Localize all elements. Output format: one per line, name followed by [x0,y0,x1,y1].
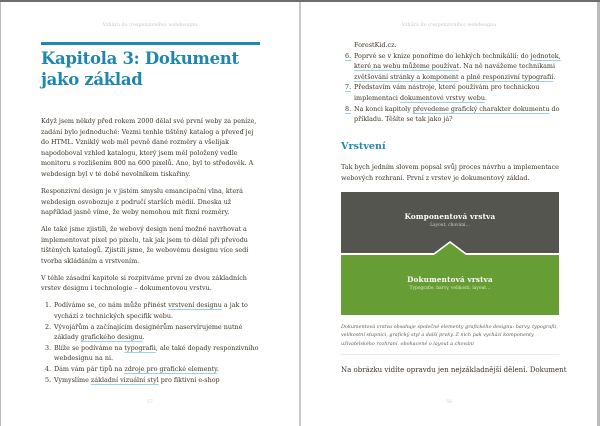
list-text: Blíže se podíváme na [54,343,125,352]
list-text: Na konci kapitoly [354,104,413,113]
list-number: 8. [345,104,352,113]
list-item [341,82,567,103]
cross-reference-link[interactable]: jednotek, které na webu můžeme používat [354,51,561,71]
list-text: , ale také dopady responzivního webdesignu na ni. [54,343,259,363]
list-number: 6. [345,51,352,60]
list-item [341,51,567,83]
list-number: 7. [345,83,352,92]
cross-reference-link[interactable]: základní vizuální styl [90,375,159,384]
section-heading: Vrstvení [341,141,386,152]
list-text: Vymyslíme [54,375,91,384]
list-text: . [142,333,145,342]
left-page [0,2,299,426]
caption-divider [341,354,559,355]
list-number: 4. [45,365,52,374]
cross-reference-link[interactable]: vrstvení designu [168,301,222,310]
list-item [41,375,259,386]
layers-diagram [341,192,559,315]
running-header: Vzhůru do (responzivního) webdesignu [401,23,497,28]
page-number: 57 [147,400,153,405]
list-text: . [484,93,488,102]
list-text: a [458,72,467,81]
list-number: 5. [45,375,52,384]
list-continuation: ForestKid.cz. [354,41,397,49]
list-text: Dám vám pár tipů na [54,365,125,374]
list-item [41,364,259,375]
right-body [341,40,567,125]
paragraph: Když jsem někdy před rokem 2000 dělal své první weby za peníze, zadání bylo jednoduché: Vezmi tenhle tištěný katalog a převeď jej do HTML. Vzniklý web měl pevně dané rozměry a všelijak napodoboval vzhled katalogu, který jsem měl položený vedle monitoru s rozlišením 800 na 600 pixelů. Ano, byl to středověk. A webdesign byl v té době nevolníkem tiskařiny. [41,117,257,178]
list-item [41,300,259,321]
list-text: do příkladu. Těšíte se tak jako já? [354,104,560,124]
document-layer-subtitle: Typografie, barvy, velikosti, layout… [409,286,491,291]
list-item [41,343,259,364]
list-number: 3. [45,343,52,352]
page-number: 58 [446,400,452,405]
list-text: . Na ně navážeme technikami [459,62,555,71]
paragraph: Ale také jsme zjistili, že webový design není možné navrhovat a implementovat pixel po pixelu, tak jak jsem to dělal při převodu tištěných katalogů. Zjistili jsme, že webovému designu více sedí tvorba skládáním a vrstvením. [41,225,249,265]
document-layer [341,255,559,315]
list-text: a jak to vychází z technických specifik webu. [54,301,248,321]
paragraph: Responzivní design je v jistém smyslu emancipační vlna, která webdesign osvobozuje z područí starších médií. Dneska už například jasně víme, že weby nemohou mít fixní rozměry. [41,186,243,217]
list-number: 2. [45,322,52,331]
cross-reference-link[interactable]: zvětšování stránky a komponent [354,72,459,81]
cross-reference-link[interactable]: grafického designu [80,333,143,342]
list-text: Vývojářům a začínajícím designérům naservírujeme nutné základy [54,322,243,342]
list-text: Podíváme se, co nám může přinést [54,301,169,310]
running-header: Vzhůru do (responzivního) webdesignu [102,23,198,28]
chapter-title: Kapitola 3: Dokument jako základ [41,49,239,89]
list-item [41,322,259,343]
cross-reference-link[interactable]: plně responzivní typografií [466,72,554,81]
list-text: Představím vám nástroje, které používám pro technickou implementaci [354,83,540,102]
list-text: . [216,365,219,374]
left-body [41,116,259,385]
list-number: 1. [45,301,52,310]
list-text: pro fiktivní e-shop [158,375,220,384]
component-layer-title: Komponentová vrstva [404,212,496,221]
document-layer-title: Dokumentová vrstva [407,275,493,284]
closing-paragraph: Na obrázku vidíte opravdu jen nejzákladnější dělení. Dokument [341,366,567,374]
cross-reference-link[interactable]: převedeme grafický charakter dokumentu [412,104,550,113]
list-item [341,104,567,125]
cross-reference-link[interactable]: dokumentové vrstvy webu [400,93,485,102]
chapter-outline-list-continued [341,51,567,125]
section-paragraph: Tak bych jedním slovem popsal svůj proces návrhu a implementace webových rozhraní. První z vrstev je dokumentový základ. [341,163,559,182]
cross-reference-link[interactable]: typografii [124,343,156,352]
cross-reference-link[interactable]: zdroje pro grafické elementy [124,365,217,374]
figure-caption: Dokumentová vrstva obsahuje společné elementy grafického designu: barvy, typografii, velikostní stupnici, grafický styl a další prvky. Z nich pak vychází komponenty uživatelského rozhraní, obohacené o layout a chování [341,324,558,347]
chapter-outline-list [41,300,259,385]
chapter-rule [41,42,260,45]
component-layer-subtitle: Layout, chování… [430,223,470,228]
paragraph: V téhle zásadní kapitole si rozpitváme první ze dvou základních vrstev designu i technologie – dokumentovou vrstvu. [41,273,247,293]
list-text: Poprvé se v knize ponoříme do lehkých technikálií: do [354,51,531,60]
list-text: . [553,72,556,81]
